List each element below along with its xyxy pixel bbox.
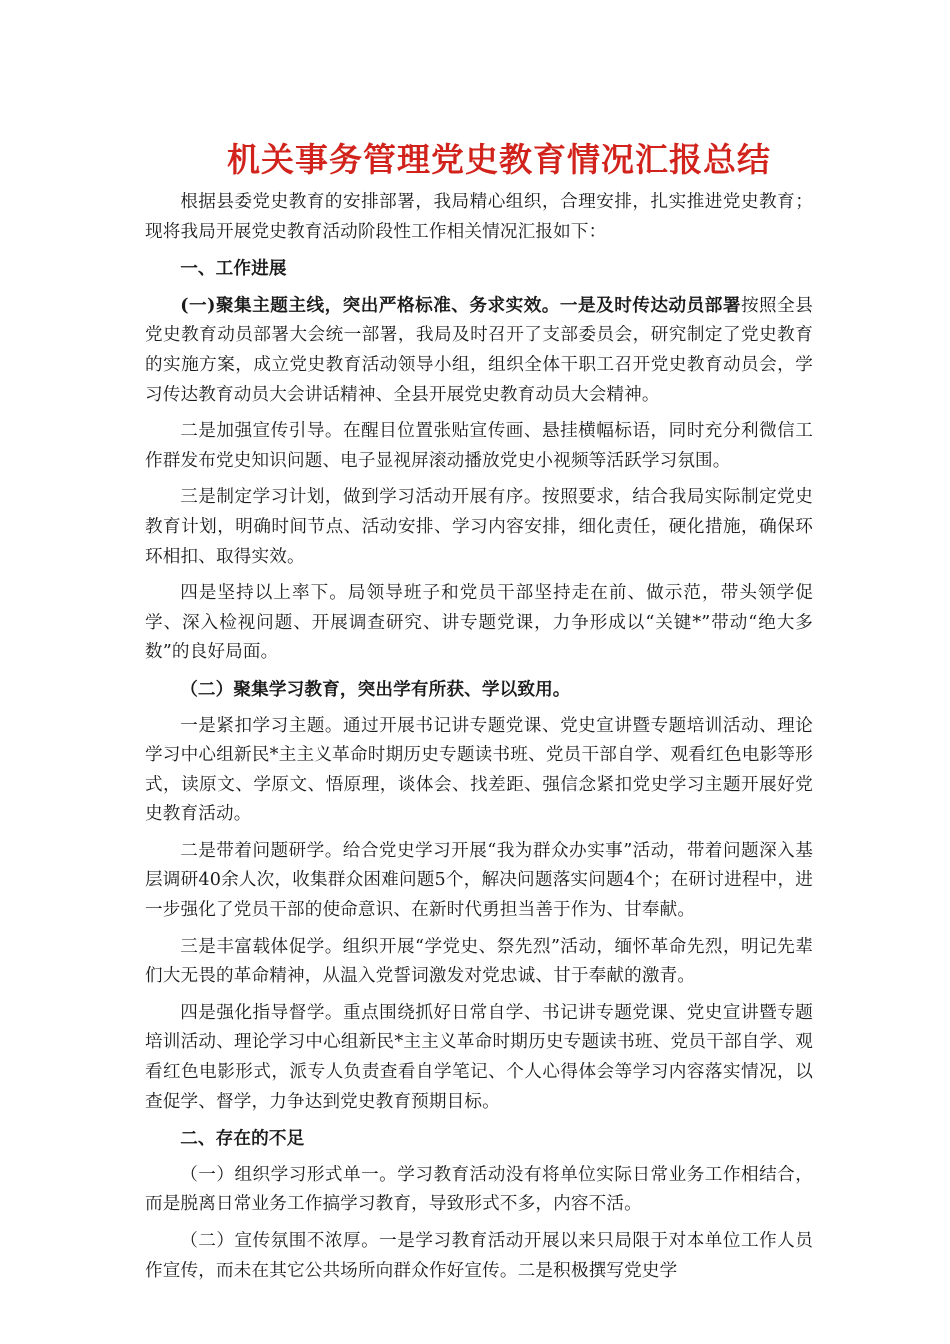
- subsection-2-heading: （二）聚集学习教育，突出学有所获、学以致用。: [180, 678, 571, 700]
- section-heading-progress: 一、工作进展: [180, 258, 287, 280]
- paragraph-shortcoming-1: （一）组织学习形式单一。学习教育活动没有将单位实际日常业务工作相结合，而是脱离日常业务工作搞学习教育，导致形式不多，内容不活。: [145, 1164, 813, 1215]
- paragraph-supervision: 四是强化指导督学。重点围绕抓好日常自学、书记讲专题党课、党史宣讲暨专题培训活动、理论学习中心组新民*主主义革命时期历史专题读书班、党员干部自学、观看红色电影形式，派专人负责查看自学笔记、个人心得体会等学习内容落实情况，以查促学、督学，力争达到党史教育预期目标。: [145, 1002, 813, 1112]
- paragraph-shortcoming-2: （二）宣传氛围不浓厚。一是学习教育活动开展以来只局限于对本单位工作人员作宣传，而未在其它公共场所向群众作好宣传。二是积极撰写党史学: [145, 1231, 813, 1281]
- paragraph-study-theme: 一是紧扣学习主题。通过开展书记讲专题党课、党史宣讲暨专题培训活动、理论学习中心组新民*主主义革命时期历史专题读书班、党员干部自学、观看红色电影等形式，读原文、学原文、悟原理，谈体会、找差距、强信念紧扣党史学习主题开展好党史教育活动。: [145, 715, 813, 825]
- paragraph-carrier-study: 三是丰富载体促学。组织开展“学党史、祭先烈”活动，缅怀革命先烈，明记先辈们大无畏的革命精神，从温入党誓词激发对党忠诚、甘于奉献的激青。: [145, 936, 813, 987]
- subsection-1-lead: (一)聚集主题主线，突出严格标准、务求实效。一是及时传达动员部署: [180, 294, 741, 316]
- intro-paragraph: 根据县委党史教育的安排部署，我局精心组织，合理安排，扎实推进党史教育；现将我局开展党史教育活动阶段性工作相关情况汇报如下：: [145, 192, 813, 242]
- section-heading-shortcomings: 二、存在的不足: [180, 1128, 305, 1150]
- document-body: [145, 188, 813, 1293]
- subsection-1-body: 按照全县党史教育动员部署大会统一部署，我局及时召开了支部委员会，研究制定了党史教育的实施方案，成立党史教育活动领导小组，组织全体干职工召开党史教育动员会，学习传达教育动员大会讲话精神、全县开展党史教育动员大会精神。: [145, 295, 813, 405]
- paragraph-problem-study: 二是带着问题研学。给合党史学习开展“我为群众办实事”活动，带着问题深入基层调研40余人次，收集群众困难问题5个，解决问题落实问题4个；在研讨进程中，进一步强化了党员干部的使命意识、在新时代勇担当善于作为、甘奉献。: [145, 840, 813, 921]
- paragraph-publicity: 二是加强宣传引导。在醒目位置张贴宣传画、悬挂横幅标语，同时充分利微信工作群发布党史知识问题、电子显视屏滚动播放党史小视频等活跃学习氛围。: [145, 421, 813, 471]
- paragraph-study-plan: 三是制定学习计划，做到学习活动开展有序。按照要求，结合我局实际制定党史教育计划，明确时间节点、活动安排、学习内容安排，细化责任，硬化措施，确保环环相扣、取得实效。: [145, 487, 813, 567]
- paragraph-lead-by-example: 四是坚持以上率下。局领导班子和党员干部坚持走在前、做示范，带头领学促学、深入检视问题、开展调查研究、讲专题党课，力争形成以“关键*”带动“绝大多数”的良好局面。: [145, 583, 813, 663]
- document-title: 机关事务管理党史教育情况汇报总结: [227, 140, 771, 179]
- subsection-1-paragraph: [145, 291, 813, 410]
